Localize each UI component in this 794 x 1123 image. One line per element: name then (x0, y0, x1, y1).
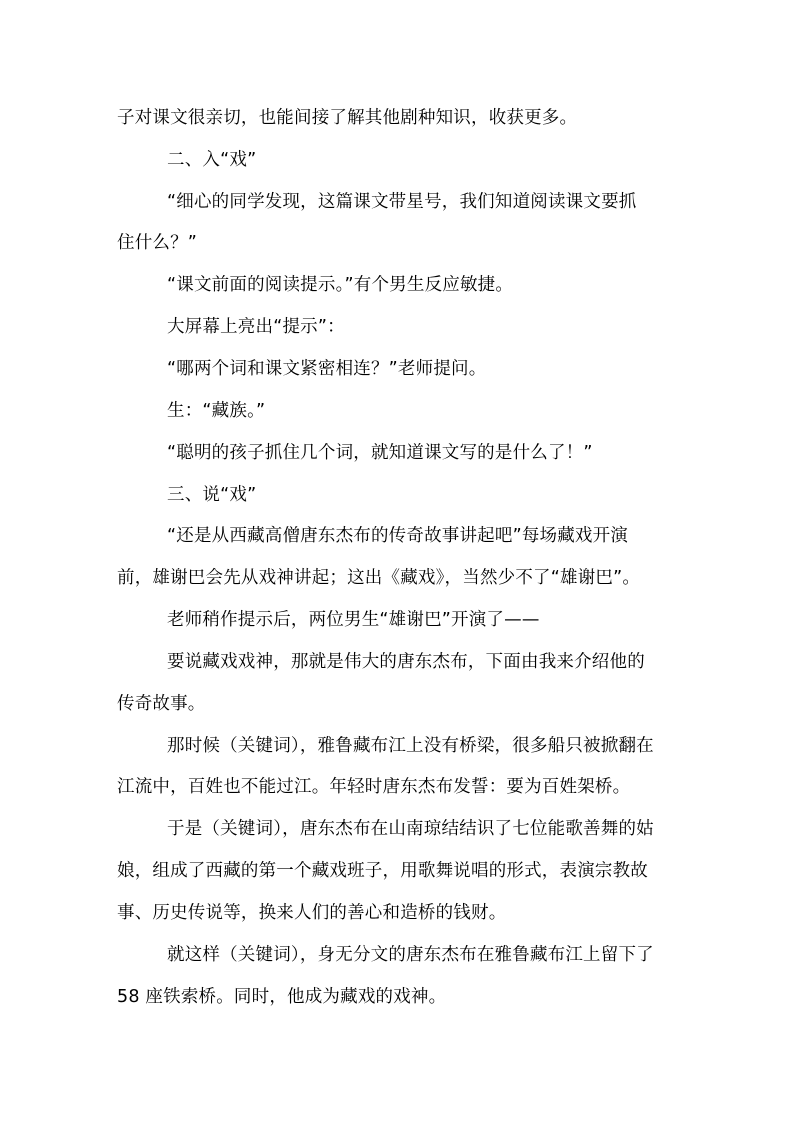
text-line: 要说藏戏戏神，那就是伟大的唐东杰布，下面由我来介绍他的 (167, 652, 645, 672)
text-line: 大屏幕上亮出“提示”： (167, 317, 345, 337)
text-line: 就这样（关键词），身无分文的唐东杰布在雅鲁藏布江上留下了 (167, 945, 654, 965)
text-line: 那时候（关键词），雅鲁藏布江上没有桥梁，很多船只被掀翻在 (167, 736, 654, 756)
text-line: 前，雄谢巴会先从戏神讲起；这出《藏戏》，当然少不了“雄谢巴”。 (117, 568, 641, 588)
text-line: 娘，组成了西藏的第一个藏戏班子，用歌舞说唱的形式，表演宗教故 (117, 861, 648, 881)
section-heading: 二、入“戏” (167, 150, 257, 170)
text-line: 老师稍作提示后，两位男生“雄谢巴”开演了—— (167, 610, 540, 630)
text-line: “细心的同学发现，这篇课文带星号，我们知道阅读课文要抓 (167, 192, 637, 212)
text-line: “聪明的孩子抓住几个词，就知道课文写的是什么了！” (167, 443, 593, 463)
text-line: 江流中，百姓也不能过江。年轻时唐东杰布发誓：要为百姓架桥。 (117, 777, 631, 797)
text-line: 生：“藏族。” (167, 401, 266, 421)
text-line: 传奇故事。 (117, 694, 206, 714)
text-line: “还是从西藏高僧唐东杰布的传奇故事讲起吧”每场藏戏开演 (167, 526, 629, 546)
text-line: “哪两个词和课文紧密相连？”老师提问。 (167, 359, 487, 379)
section-heading: 三、说“戏” (167, 485, 257, 505)
text-line: 58 座铁索桥。同时，他成为藏戏的戏神。 (117, 987, 447, 1007)
text-line: 于是（关键词），唐东杰布在山南琼结结识了七位能歌善舞的姑 (167, 819, 654, 839)
text-line: 事、历史传说等，换来人们的善心和造桥的钱财。 (117, 903, 507, 923)
text-line: 住什么？” (117, 233, 198, 253)
text-line: “课文前面的阅读提示。”有个男生反应敏捷。 (167, 275, 514, 295)
text-line: 子对课文很亲切，也能间接了解其他剧种知识，收获更多。 (117, 108, 578, 128)
